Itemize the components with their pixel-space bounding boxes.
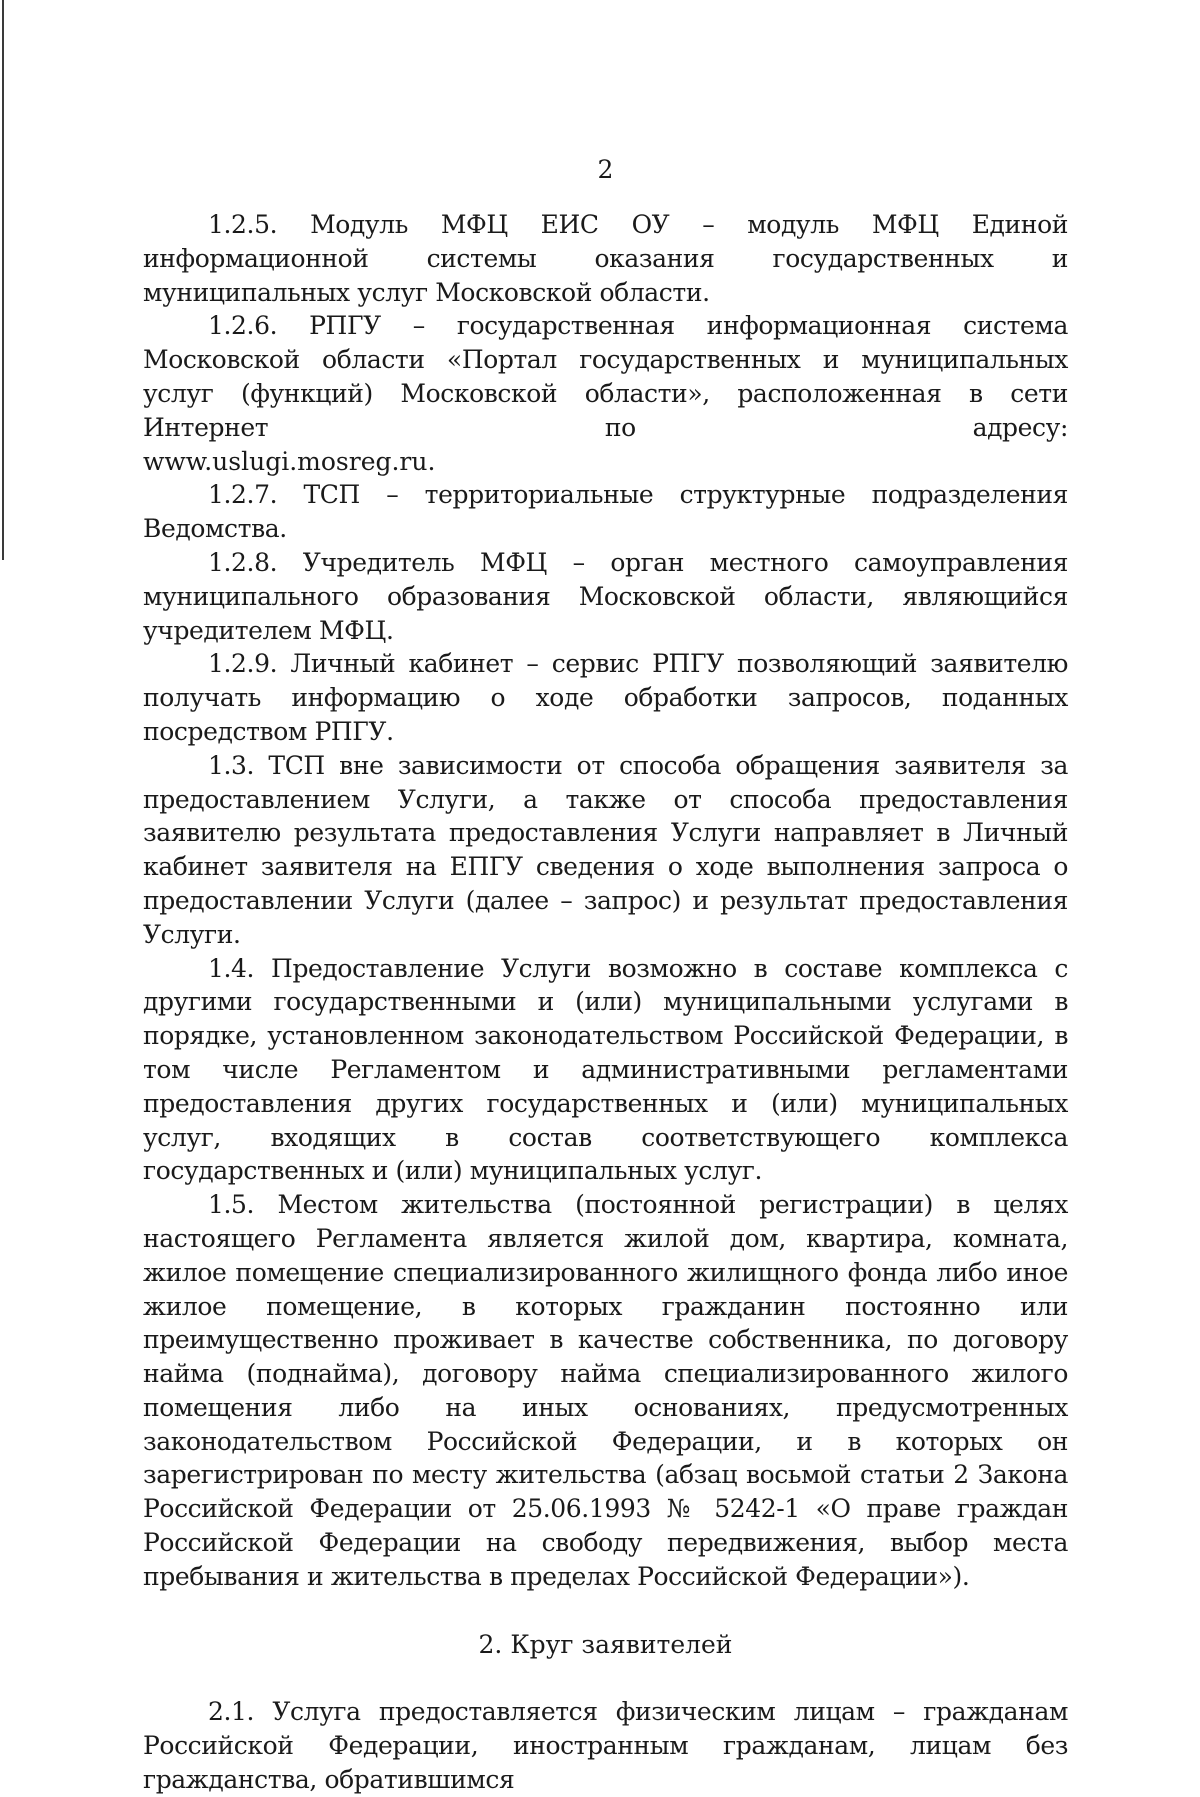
paragraph-1-2-6-url: www.uslugi.mosreg.ru. (143, 446, 436, 476)
paragraph-1-2-8: 1.2.8. Учредитель МФЦ – орган местного самоуправления муниципального образования Московской области, являющийся учредителем МФЦ. (143, 547, 1068, 645)
section-title-applicants: 2. Круг заявителей (478, 1629, 733, 1659)
paragraph-2-1: 2.1. Услуга предоставляется физическим лицам – гражданам Российской Федерации, иностранным гражданам, лицам без гражданства, обратившимся (143, 1697, 1068, 1795)
paragraph-1-2-7: 1.2.7. ТСП – территориальные структурные подразделения Ведомства. (143, 480, 1068, 544)
scan-edge-line (2, 0, 4, 560)
paragraph-1-4: 1.4. Предоставление Услуги возможно в составе комплекса с другими государственными и (или) муниципальными услугами в порядке, установленном законодательством Российской Федерации, в том числе Регламентом и административными регламентами предоставления других государственных и (или) муниципальных услуг, входящих в состав соответствующего комплекса государственных и (или) муниципальных услуг. (143, 953, 1068, 1186)
page-number: 2 (597, 155, 614, 184)
paragraph-1-3: 1.3. ТСП вне зависимости от способа обращения заявителя за предоставлением Услуги, а также от способа предоставления заявителю результата предоставления Услуги направляет в Личный кабинет заявителя на ЕПГУ сведения о ходе выполнения запроса о предоставлении Услуги (далее – запрос) и результат предоставления Услуги. (143, 750, 1068, 949)
document-page (143, 150, 1068, 1797)
paragraph-1-2-5: 1.2.5. Модуль МФЦ ЕИС ОУ – модуль МФЦ Единой информационной системы оказания государственных и муниципальных услуг Московской области. (143, 210, 1068, 307)
paragraph-1-5: 1.5. Местом жительства (постоянной регистрации) в целях настоящего Регламента является жилой дом, квартира, комната, жилое помещение специализированного жилищного фонда либо иное жилое помещение, в которых гражданин постоянно или преимущественно проживает в качестве собственника, по договору найма (поднайма), договору найма специализированного жилого помещения либо на иных основаниях, предусмотренных законодательством Российской Федерации, и в которых он зарегистрирован по месту жительства (абзац восьмой статьи 2 Закона Российской Федерации от 25.06.1993 № 5242-1 «О праве граждан Российской Федерации на свободу передвижения, выбор места пребывания и жительства в пределах Российской Федерации»). (143, 1190, 1068, 1591)
paragraph-1-2-9: 1.2.9. Личный кабинет – сервис РПГУ позволяющий заявителю получать информацию о ходе обработки запросов, поданных посредством РПГУ. (143, 649, 1068, 746)
paragraph-1-2-6: 1.2.6. РПГУ – государственная информационная система Московской области «Портал государственных и муниципальных услуг (функций) Московской области», расположенная в сети Интернет по адресу: (143, 311, 1068, 442)
